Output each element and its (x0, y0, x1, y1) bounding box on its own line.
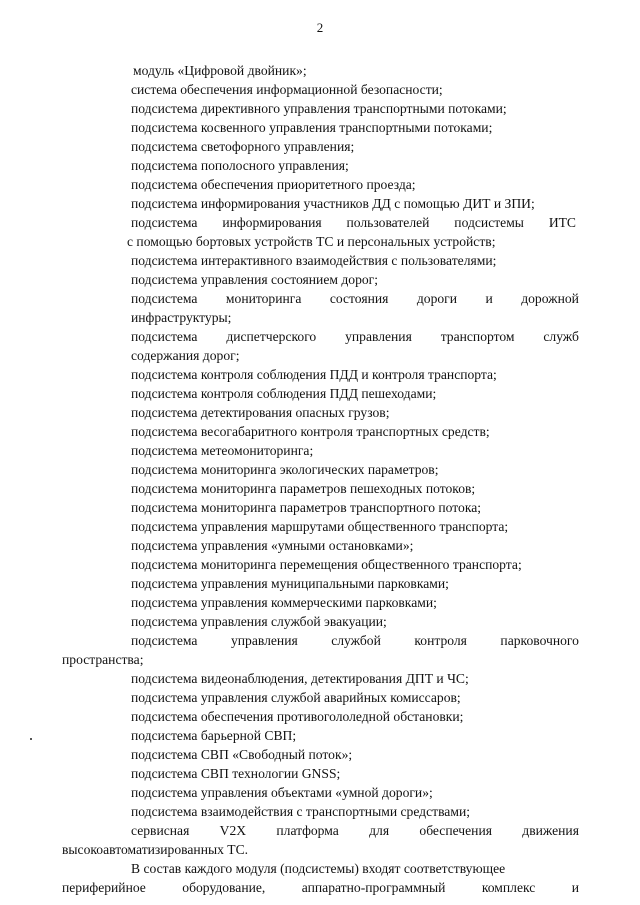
list-item: модуль «Цифровой двойник»; (133, 63, 307, 78)
list-item-justified (131, 633, 579, 649)
word: сервисная (131, 823, 190, 838)
list-item: система обеспечения информационной безопасности; (131, 82, 443, 97)
word: информирования (222, 215, 322, 230)
word: состояния (329, 291, 389, 306)
list-item-continuation: высокоавтоматизированных ТС. (62, 842, 249, 857)
word: транспортом (440, 329, 515, 344)
word: диспетчерского (226, 329, 317, 344)
word: дорожной (521, 291, 579, 306)
list-item: подсистема управления маршрутами общественного транспорта; (131, 519, 509, 534)
word: ИТС (548, 215, 576, 230)
word: подсистема (131, 291, 198, 306)
word: служб (543, 329, 579, 344)
list-item: подсистема метеомониторинга; (131, 443, 314, 458)
list-item-justified (131, 329, 579, 345)
list-item: подсистема видеонаблюдения, детектирования ДПТ и ЧС; (131, 671, 469, 686)
word: платформа (276, 823, 339, 838)
paragraph-line: В состав каждого модуля (подсистемы) входят соответствующее (131, 861, 506, 876)
list-item-continuation: содержания дорог; (131, 348, 240, 363)
list-item: подсистема весогабаритного контроля транспортных средств; (131, 424, 490, 439)
word: мониторинга (225, 291, 302, 306)
list-item: подсистема контроля соблюдения ПДД пешеходами; (131, 386, 437, 401)
word: для (369, 823, 390, 838)
word: парковочного (500, 633, 579, 648)
list-item: подсистема мониторинга параметров транспортного потока; (131, 500, 482, 515)
word: контроля (414, 633, 467, 648)
word: оборудование, (182, 880, 266, 895)
list-item: подсистема управления службой эвакуации; (131, 614, 387, 629)
list-item: подсистема пополосного управления; (131, 158, 349, 173)
list-item: подсистема контроля соблюдения ПДД и контроля транспорта; (131, 367, 497, 382)
list-item: подсистема мониторинга экологических параметров; (131, 462, 439, 477)
word: движения (522, 823, 579, 838)
list-item: подсистема светофорного управления; (131, 139, 355, 154)
list-item: подсистема обеспечения противогололедной обстановки; (131, 709, 464, 724)
list-item: подсистема детектирования опасных грузов; (131, 405, 390, 420)
paragraph-line-justified (62, 880, 579, 896)
list-item: подсистема мониторинга перемещения общественного транспорта; (131, 557, 522, 572)
list-item: подсистема СВП технологии GNSS; (131, 766, 341, 781)
page-number: 2 (316, 20, 324, 35)
list-item: подсистема СВП «Свободный поток»; (131, 747, 353, 762)
word: комплекс (481, 880, 536, 895)
word: управления (345, 329, 412, 344)
word: V2X (219, 823, 247, 838)
list-item: подсистема барьерной СВП; (131, 728, 297, 743)
list-item: подсистема управления состоянием дорог; (131, 272, 379, 287)
word: подсистема (131, 215, 198, 230)
word: обеспечения (419, 823, 492, 838)
list-item: подсистема взаимодействия с транспортными средствами; (131, 804, 470, 819)
list-item: подсистема управления коммерческими парковками; (131, 595, 437, 610)
word: подсистема (131, 633, 198, 648)
list-item: подсистема интерактивного взаимодействия с пользователями; (131, 253, 497, 268)
word: пользователей (346, 215, 430, 230)
word: и (571, 880, 579, 895)
word: и (485, 291, 493, 306)
list-item: подсистема управления муниципальными парковками; (131, 576, 449, 591)
list-item: подсистема информирования участников ДД с помощью ДИТ и ЗПИ; (131, 196, 535, 211)
list-item: подсистема управления объектами «умной дороги»; (131, 785, 433, 800)
word: периферийное (62, 880, 146, 895)
scan-speck (30, 738, 32, 740)
list-item-justified (131, 215, 576, 231)
word: дороги (416, 291, 458, 306)
word: подсистема (131, 329, 198, 344)
list-item-continuation: инфраструктуры; (131, 310, 232, 325)
list-item-justified (131, 823, 579, 839)
list-item-continuation: пространства; (62, 652, 144, 667)
list-item: подсистема управления «умными остановками»; (131, 538, 414, 553)
list-item: подсистема мониторинга параметров пешеходных потоков; (131, 481, 476, 496)
word: службой (331, 633, 381, 648)
word: подсистемы (454, 215, 524, 230)
list-item-continuation: с помощью бортовых устройств ТС и персональных устройств; (127, 234, 496, 249)
word: управления (230, 633, 298, 648)
word: аппаратно-программный (301, 880, 446, 895)
list-item-justified (131, 291, 579, 307)
list-item: подсистема управления службой аварийных комиссаров; (131, 690, 461, 705)
list-item: подсистема директивного управления транспортными потоками; (131, 101, 507, 116)
list-item: подсистема обеспечения приоритетного проезда; (131, 177, 416, 192)
list-item: подсистема косвенного управления транспортными потоками; (131, 120, 493, 135)
